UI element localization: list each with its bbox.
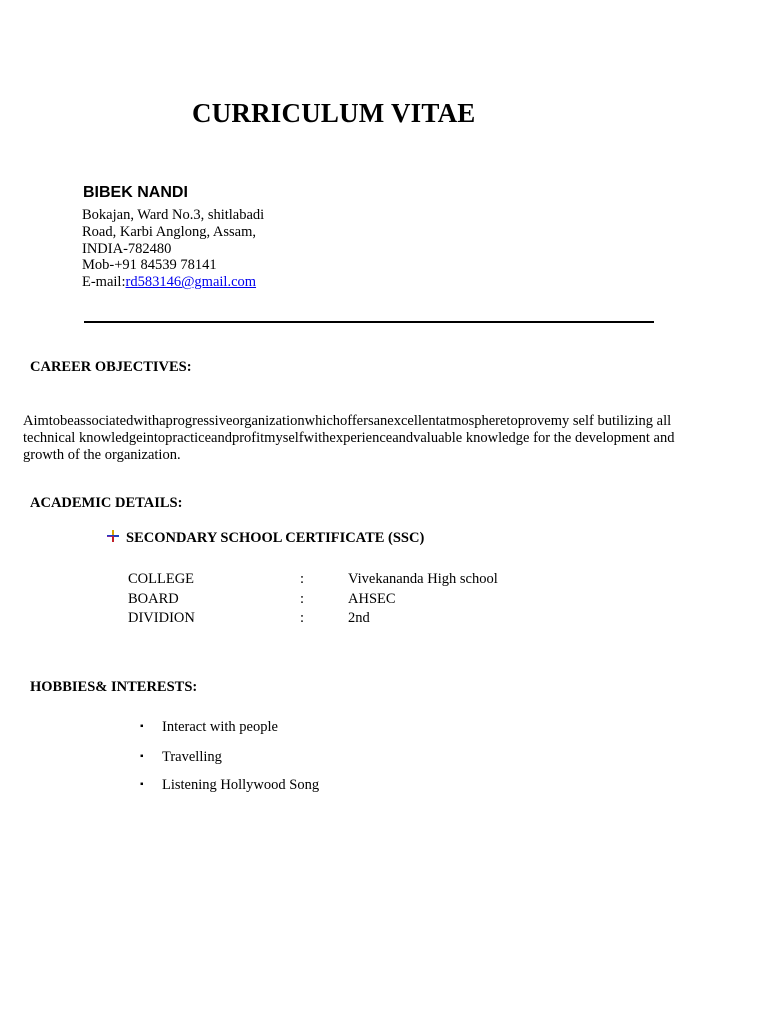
academic-separator: : [300,590,305,607]
square-bullet-icon: ▪ [140,751,144,762]
academic-value: AHSEC [348,590,396,607]
objective-line-2: technical knowledgeintopracticeandprofitmyselfwithexperienceandvaluable knowledge for the development and [23,429,675,446]
academic-row-board [128,591,548,611]
academic-row-division [128,610,548,630]
hobby-item [140,719,278,736]
email-line [82,274,264,291]
ssc-heading [106,529,424,547]
email-link[interactable]: rd583146@gmail.com [125,274,257,291]
academic-table [128,571,548,630]
academic-separator: : [300,610,305,626]
hobby-label: Travelling [162,749,222,765]
square-bullet-icon: ▪ [140,721,144,732]
hobby-label: Interact with people [162,719,278,735]
hobby-label: Listening Hollywood Song [162,777,320,793]
academic-value: 2nd [348,610,370,626]
address-line-1: Bokajan, Ward No.3, shitlabadi [82,207,265,223]
academic-details-heading: ACADEMIC DETAILS: [30,495,183,511]
address-line-3: INDIA-782480 [82,240,172,257]
academic-separator: : [300,571,305,587]
hobby-item [140,749,222,766]
academic-key: BOARD [128,590,179,607]
hobby-item [140,777,319,794]
objective-line-1: Aimtobeassociatedwithaprogressiveorganizationwhichoffersanexcellentatmospheretoprovemy self butilizing all [23,413,672,429]
email-label: E-mail: [82,274,126,291]
career-objective-text [23,413,723,463]
objective-line-3: growth of the organization. [23,446,181,463]
document-title: CURRICULUM VITAE [192,98,476,128]
academic-value: Vivekananda High school [348,571,498,587]
academic-key: COLLEGE [128,571,195,587]
square-bullet-icon: ▪ [140,779,144,790]
address-line-2: Road, Karbi Anglong, Assam, [82,223,256,240]
academic-row-college [128,571,548,591]
contact-block [82,207,264,291]
hobbies-heading: HOBBIES& INTERESTS: [30,679,198,695]
phone-line: Mob-+91 84539 78141 [82,257,217,274]
candidate-name: BIBEK NANDI [83,184,188,201]
header-divider [84,321,654,323]
pin-bullet-icon [106,529,120,543]
academic-key: DIVIDION [128,610,195,626]
ssc-heading-label: SECONDARY SCHOOL CERTIFICATE (SSC) [126,530,425,546]
career-objectives-heading: CAREER OBJECTIVES: [30,359,192,375]
